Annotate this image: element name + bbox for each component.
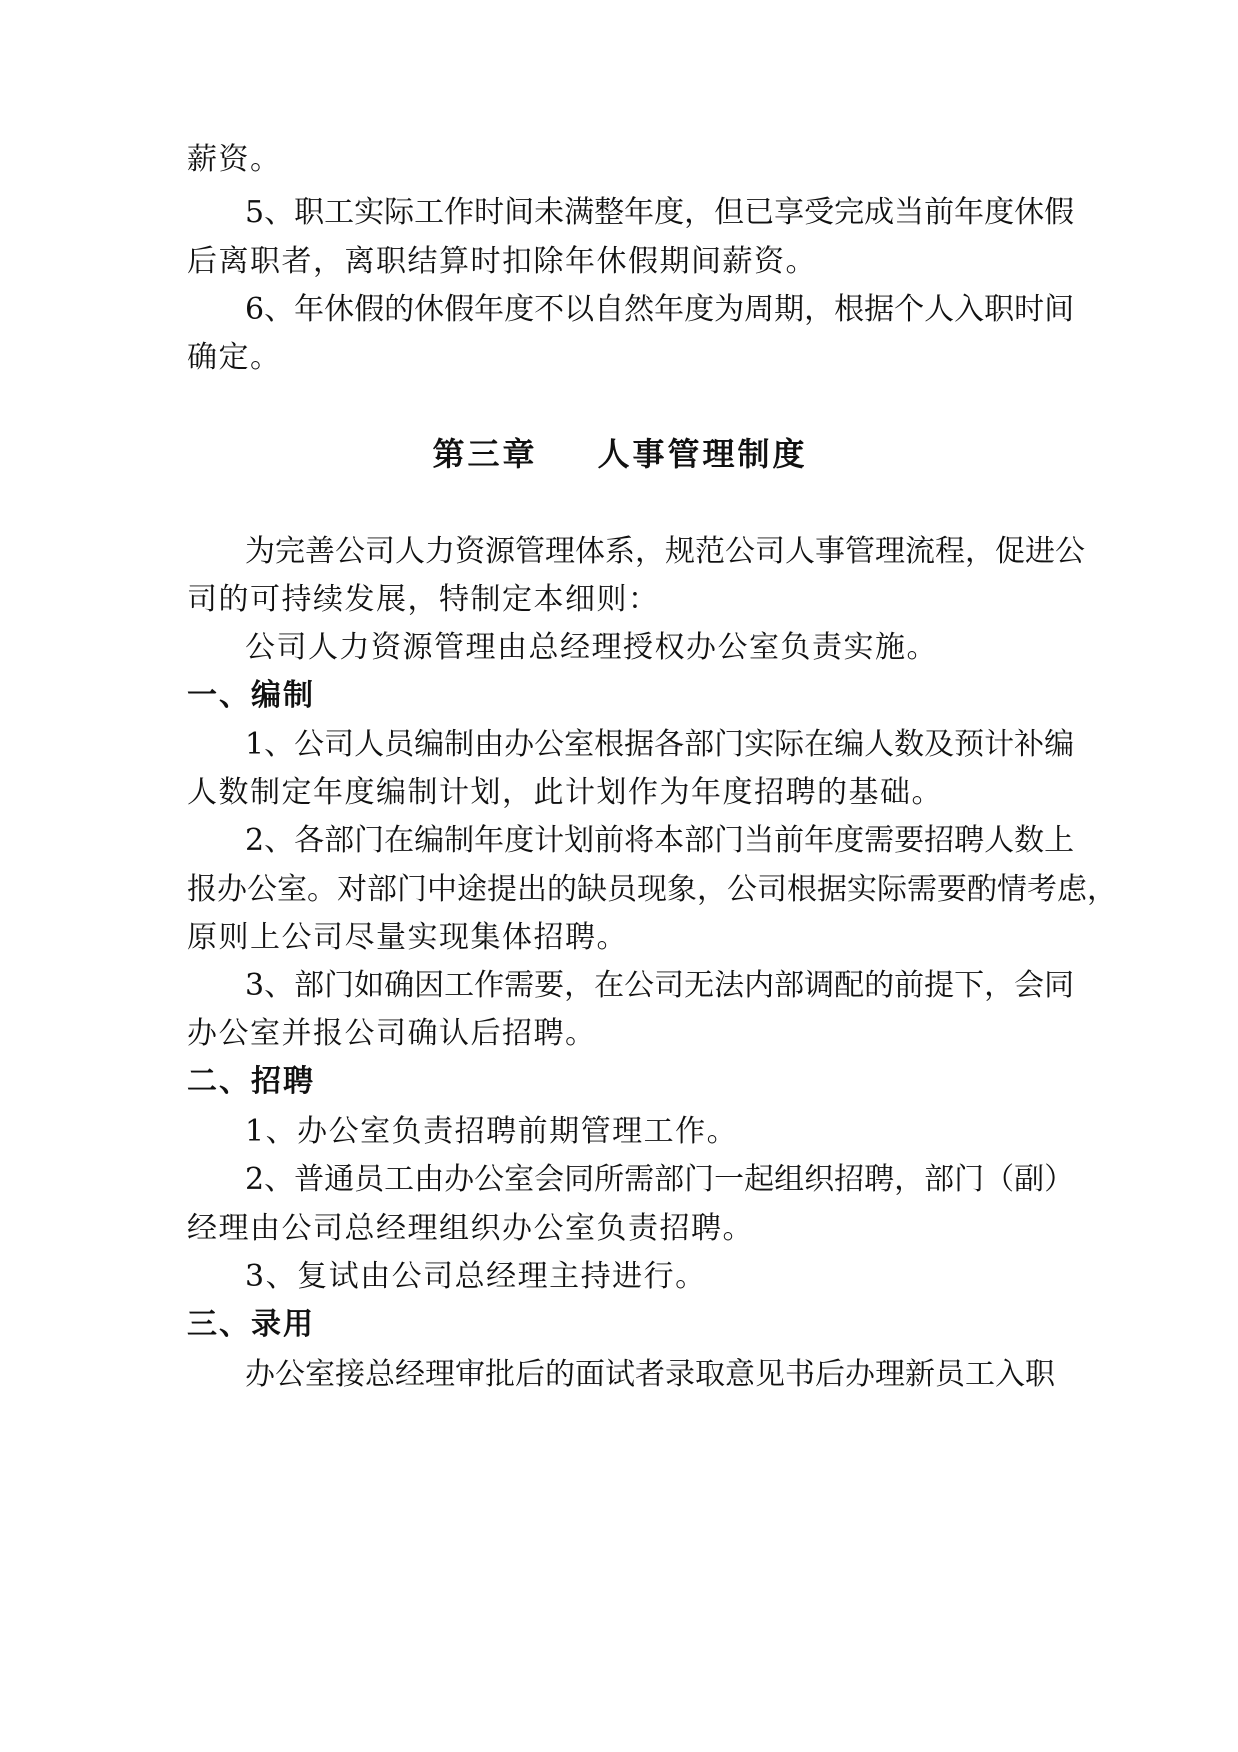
item6-line2: 确定。: [187, 340, 282, 375]
intro-line2: 司的可持续发展，特制定本细则：: [187, 582, 660, 617]
recruitment-item2-line1: 2、普通员工由办公室会同所需部门一起组织招聘，部门（副）: [245, 1162, 1075, 1197]
intro-line3: 公司人力资源管理由总经理授权办公室负责实施。: [245, 630, 938, 665]
chapter-heading: [187, 432, 1053, 476]
chapter-number: 第三章: [432, 435, 538, 473]
staffing-item1-line2: 人数制定年度编制计划，此计划作为年度招聘的基础。: [187, 775, 943, 810]
item5-line2: 后离职者，离职结算时扣除年休假期间薪资。: [187, 244, 817, 279]
hiring-line1: 办公室接总经理审批后的面试者录取意见书后办理新员工入职: [245, 1357, 1055, 1392]
staffing-item2-line2: 报办公室。对部门中途提出的缺员现象，公司根据实际需要酌情考虑，: [187, 872, 1117, 907]
item6-line1: 6、年休假的休假年度不以自然年度为周期，根据个人入职时间: [245, 292, 1075, 327]
item5-line1: 5、职工实际工作时间未满整年度，但已享受完成当前年度休假: [245, 195, 1075, 230]
section-heading-staffing: 一、编制: [187, 678, 315, 713]
recruitment-item2-line2: 经理由公司总经理组织办公室负责招聘。: [187, 1211, 754, 1246]
recruitment-item1: 1、办公室负责招聘前期管理工作。: [245, 1114, 739, 1149]
staffing-item3-line2: 办公室并报公司确认后招聘。: [187, 1016, 597, 1051]
recruitment-item3: 3、复试由公司总经理主持进行。: [245, 1259, 707, 1294]
staffing-item1-line1: 1、公司人员编制由办公室根据各部门实际在编人数及预计补编: [245, 727, 1075, 762]
chapter-title: 人事管理制度: [597, 435, 808, 473]
intro-line1: 为完善公司人力资源管理体系，规范公司人事管理流程，促进公: [245, 534, 1085, 569]
staffing-item3-line1: 3、部门如确因工作需要，在公司无法内部调配的前提下，会同: [245, 968, 1075, 1003]
staffing-item2-line3: 原则上公司尽量实现集体招聘。: [187, 920, 628, 955]
section-heading-recruitment: 二、招聘: [187, 1064, 315, 1099]
staffing-item2-line1: 2、各部门在编制年度计划前将本部门当前年度需要招聘人数上: [245, 823, 1075, 858]
text-line-salary: 薪资。: [187, 142, 282, 177]
section-heading-hiring: 三、录用: [187, 1307, 315, 1342]
